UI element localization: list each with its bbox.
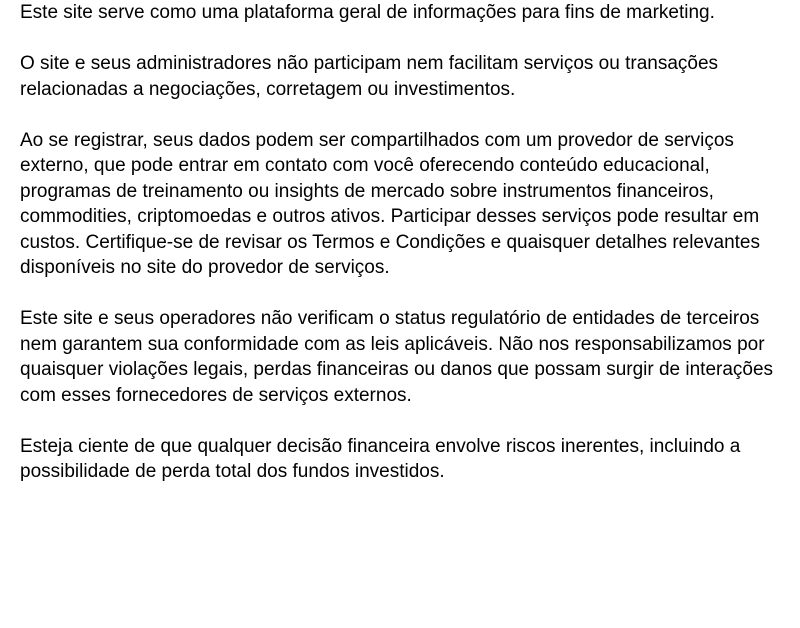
disclaimer-paragraph-no-services: O site e seus administradores não participam nem facilitam serviços ou transações relacionadas a negociações, corretagem ou investimentos.	[20, 53, 719, 100]
disclaimer-paragraph-liability: Este site e seus operadores não verificam o status regulatório de entidades de terceiros nem garantem sua conformidade com as leis aplicáveis. Não nos responsabilizamos por quaisquer violações legais, perdas financeiras ou danos que possam surgir de interações com esses fornecedores de serviços externos.	[20, 308, 774, 406]
disclaimer-paragraph-data-sharing: Ao se registrar, seus dados podem ser compartilhados com um provedor de serviços externo, que pode entrar em contato com você oferecendo conteúdo educacional, programas de treinamento ou insights de mercado sobre instrumentos financeiros, commodities, criptomoedas e outros ativos. Participar desses serviços pode resultar em custos. Certifique-se de revisar os Termos e Condições e quaisquer detalhes relevantes disponíveis no site do provedor de serviços.	[20, 129, 760, 278]
disclaimer-paragraph-risk: Esteja ciente de que qualquer decisão financeira envolve riscos inerentes, incluindo a possibilidade de perda total dos fundos investidos.	[20, 435, 741, 482]
disclaimer-paragraph-marketing: Este site serve como uma plataforma geral de informações para fins de marketing.	[20, 2, 715, 23]
